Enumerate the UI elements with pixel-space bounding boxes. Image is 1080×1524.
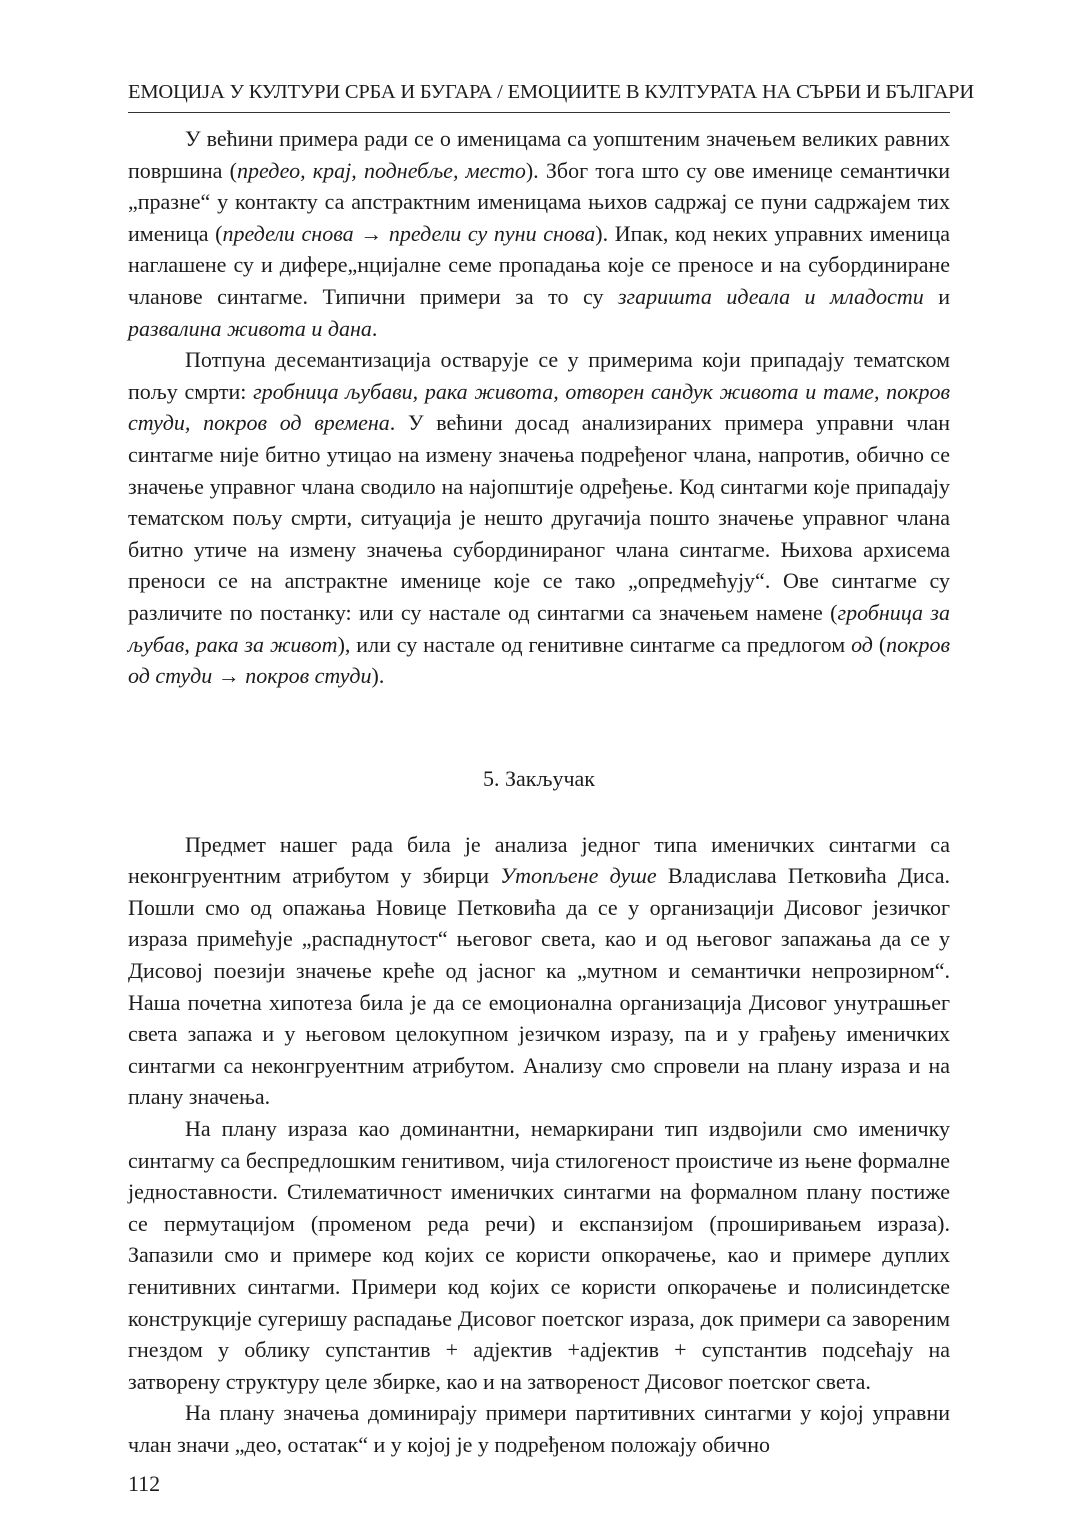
text-run: ). Ипак, код неких управних именица наглашене су и дифере„нцијалне семе пропадања које се преносе и на субординиране чланове синтагме. Типични примери за то су xyxy=(128,220,950,309)
text-run: Владислава Петковића Диса. Пошли смо од опажања Новице Петковића да се у организацији Дисовог језичког израза примећује „распаднутост“ његовог света, као и од његовог запажања да се у Дисовој поезији значење креће од јасног ка „мутном и семантички непрозирном“. Наша почетна хипотеза била је да се емоционална организација Дисовог унутрашњег света запажа и у његовом целокупном језичком изразу, па и у грађењу именичких синтагми са неконгруентним атрибутом. Анализу смо спровели на плану израза и на плану значења. xyxy=(128,863,950,1110)
italic-run: покров од студи → покров студи xyxy=(128,631,951,689)
text-run: ( xyxy=(872,631,887,657)
text-run: и xyxy=(923,283,950,309)
section-title: 5. Закључак xyxy=(483,765,595,791)
page-body xyxy=(128,78,974,1461)
text-run: ), или су настале од генитивне синтагме са предлогом xyxy=(337,631,852,657)
italic-run: предео, крај, поднебље, место xyxy=(236,157,526,183)
text-run: , xyxy=(184,631,196,657)
paragraph-2 xyxy=(128,344,950,692)
paragraph-1 xyxy=(128,123,950,344)
paragraph-4: На плану израза као доминантни, немаркирани тип издвојили смо именичку синтагму са беспредлошким генитивом, чија стилогеност проистиче из њене формалне једноставности. Стилематичност именичких синтагми на формалном плану постиже се пермутацијом (променом реда речи) и експанзијом (проширивањем израза). Запазили смо и примере код којих се користи опкорачење, као и примере дуплих генитивних синтагми. Примери код којих се користи опкорачење и полисиндетске конструкције сугеришу распадање Дисовог поетског израза, док примери са завореним гнездом у облику супстантив + адјектив +адјектив + супстантив подсећају на затворену структуру целе збирке, као и на затвореност Дисовог поетског света. xyxy=(128,1116,950,1394)
paragraph-5: На плану значења доминирају примери партитивних синтагми у којој управни члан значи „део, остатак“ и у којој је у подређеном положају обично xyxy=(128,1400,950,1457)
running-head: ЕМОЦИЈА У КУЛТУРИ СРБА И БУГАРА / ЕМОЦИИТЕ В КУЛТУРАТА НА СЪРБИ И БЪЛГАРИ xyxy=(128,78,950,113)
text-run: Предмет нашег рада била је анализа једног типа именичких синтагми са неконгруентним атрибутом у збирци xyxy=(128,831,950,889)
text-run: У већини примера ради се о именицама са уопштеним значењем великих равних површина ( xyxy=(128,126,950,183)
text-run: . У већини досад анализираних примера управни члан синтагме није битно утицао на измену значења подређеног члана, напротив, обично се значење управног члана сводило на најопштије одређење. Код синтагми које припадају тематском пољу смрти, ситуација је нешто другачија пошто значење управног члана битно утиче на измену значења субординираног члана синтагме. Њихова архисема преноси се на апстрактне именице које се тако „опредмећују“. Ове синтагме су различите по постанку: или су настале од синтагми са значењем намене ( xyxy=(128,410,950,625)
italic-run: гробница за љубав xyxy=(128,599,950,657)
italic-run: од xyxy=(851,631,873,657)
italic-run: развалина живота и дана xyxy=(128,315,372,341)
italic-run: рака за живот xyxy=(195,631,338,657)
text-run: ). xyxy=(371,663,385,689)
page-number: 112 xyxy=(128,1471,161,1496)
text-run: ). Због тога што су ове именице семантички „празне“ у контакту са апстрактним именицама њихов садржај се пуни садржајем тих именица ( xyxy=(128,157,950,246)
text-run: Потпуна десемантизација остварује се у примерима који припадају тематском пољу смрти: xyxy=(128,347,950,404)
italic-run: гробница љубави, рака живота, отворен сандук живота и таме, покров студи, покров од времена xyxy=(128,378,950,436)
italic-run: згаришта идеала и младости xyxy=(617,283,924,309)
text-run: . xyxy=(371,315,378,341)
italic-run: предели снова → предели су пуни снова xyxy=(222,220,596,246)
paragraph-3 xyxy=(128,829,950,1113)
italic-run: Утопљене душе xyxy=(500,863,657,889)
